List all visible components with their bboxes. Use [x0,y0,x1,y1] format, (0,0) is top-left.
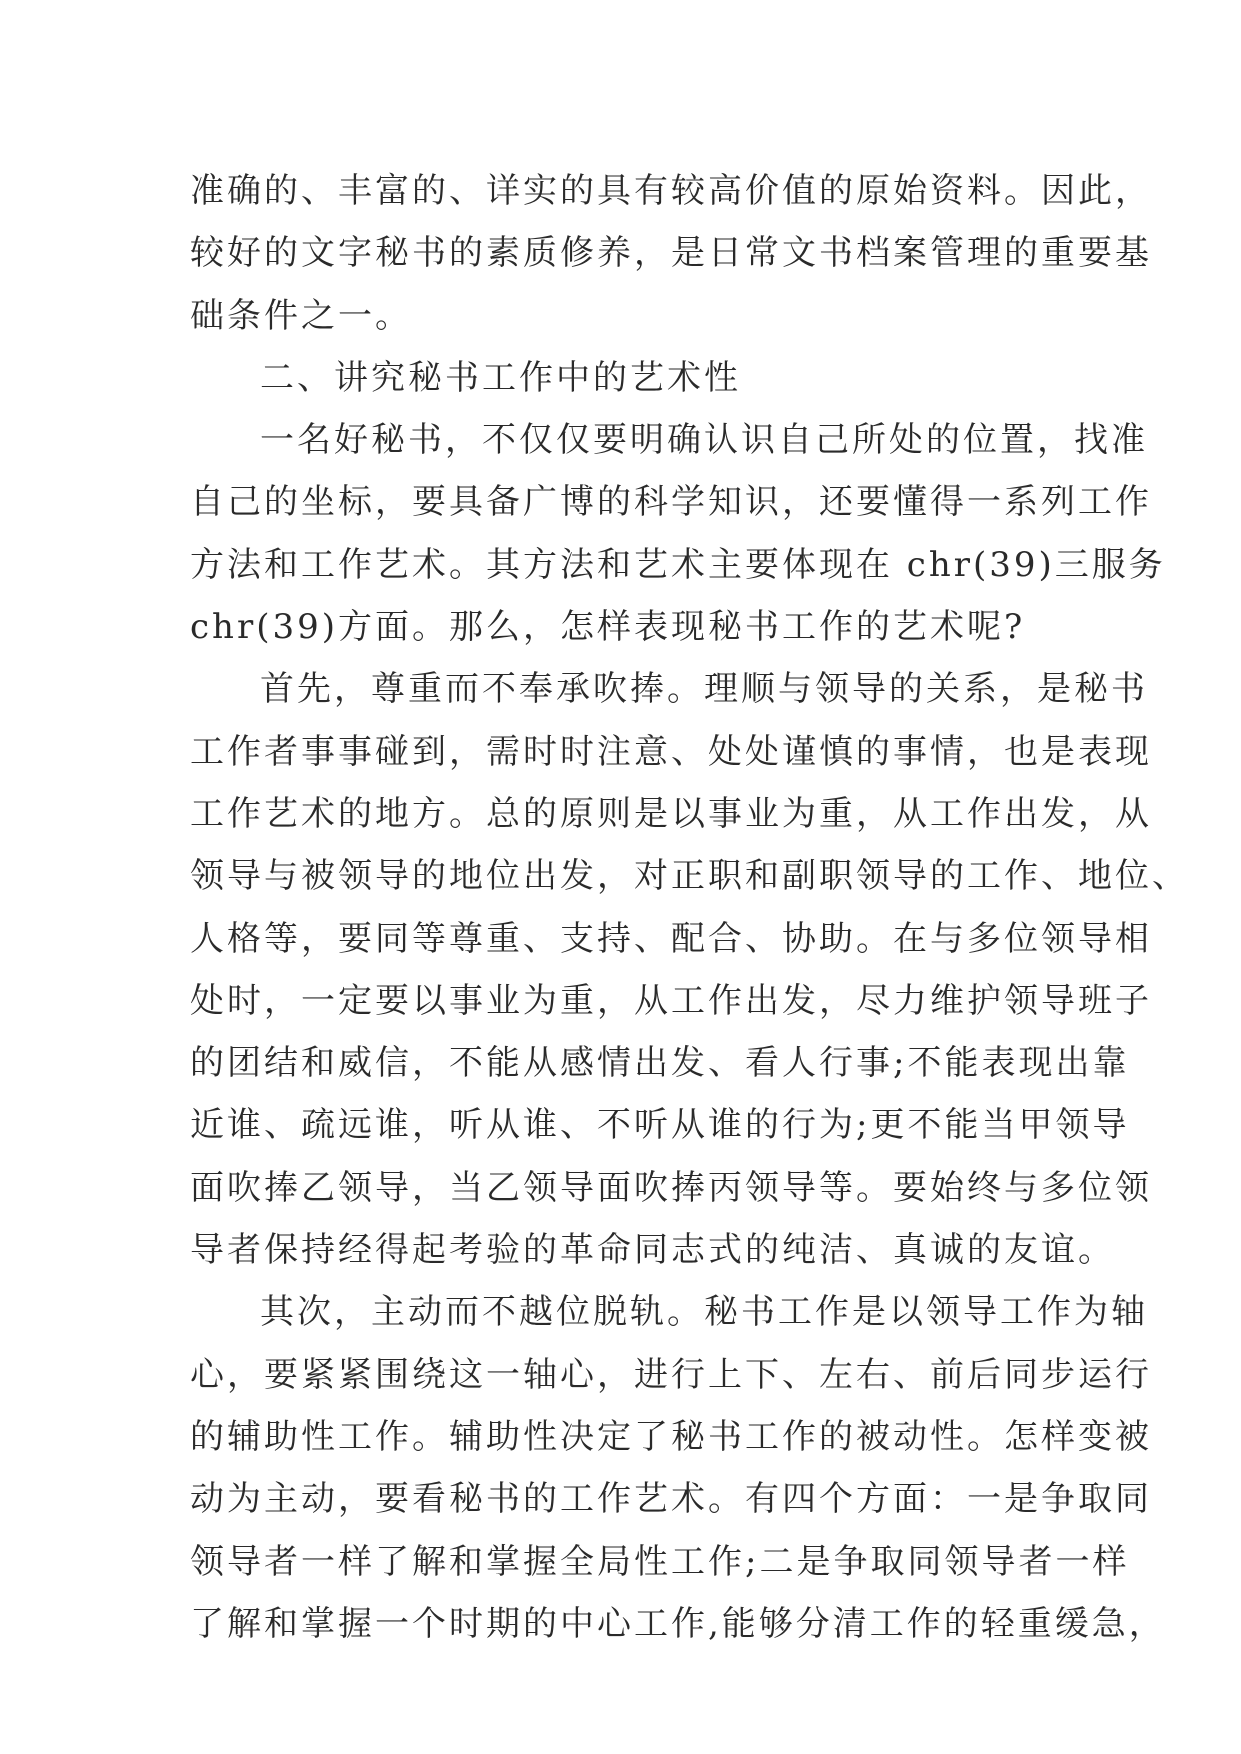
text-line: 面吹捧乙领导，当乙领导面吹捧丙领导等。要始终与多位领 [190,1167,1152,1208]
text-line: 心，要紧紧围绕这一轴心，进行上下、左右、前后同步运行 [190,1354,1152,1395]
text-line: 其次，主动而不越位脱轨。秘书工作是以领导工作为轴 [260,1292,1148,1333]
text-line: 较好的文字秘书的素质修养，是日常文书档案管理的重要基 [190,233,1152,274]
text-line: 的团结和威信，不能从感情出发、看人行事;不能表现出靠 [190,1043,1130,1084]
text-line: 首先，尊重而不奉承吹捧。理顺与领导的关系，是秘书 [260,669,1148,710]
text-line: 动为主动，要看秘书的工作艺术。有四个方面：一是争取同 [190,1479,1152,1520]
text-line: 人格等，要同等尊重、支持、配合、协助。在与多位领导相 [190,918,1152,959]
text-line: 础条件之一。 [190,295,412,336]
text-line: 工作艺术的地方。总的原则是以事业为重，从工作出发，从 [190,793,1152,834]
text-line: 了解和掌握一个时期的中心工作,能够分清工作的轻重缓急， [190,1603,1166,1644]
text-line: chr(39)方面。那么，怎样表现秘书工作的艺术呢? [190,607,1026,648]
text-line: 一名好秘书，不仅仅要明确认识自己所处的位置，找准 [260,420,1148,461]
text-line: 领导者一样了解和掌握全局性工作;二是争取同领导者一样 [190,1541,1130,1582]
text-line: 自己的坐标，要具备广博的科学知识，还要懂得一系列工作 [190,482,1152,523]
text-line: 准确的、丰富的、详实的具有较高价值的原始资料。因此， [190,171,1152,211]
text-line: 处时，一定要以事业为重，从工作出发，尽力维护领导班子 [190,980,1152,1021]
text-line: 领导与被领导的地位出发，对正职和副职领导的工作、地位、 [190,856,1189,897]
text-line: 方法和工作艺术。其方法和艺术主要体现在 chr(39)三服务 [190,544,1166,585]
section-heading: 二、讲究秘书工作中的艺术性 [260,357,741,398]
body-text [190,160,1189,1655]
text-line: 近谁、疏远谁，听从谁、不听从谁的行为;更不能当甲领导 [190,1105,1130,1146]
text-line: 的辅助性工作。辅助性决定了秘书工作的被动性。怎样变被 [190,1416,1152,1457]
text-line: 导者保持经得起考验的革命同志式的纯洁、真诚的友谊。 [190,1230,1115,1271]
text-line: 工作者事事碰到，需时时注意、处处谨慎的事情，也是表现 [190,731,1152,772]
